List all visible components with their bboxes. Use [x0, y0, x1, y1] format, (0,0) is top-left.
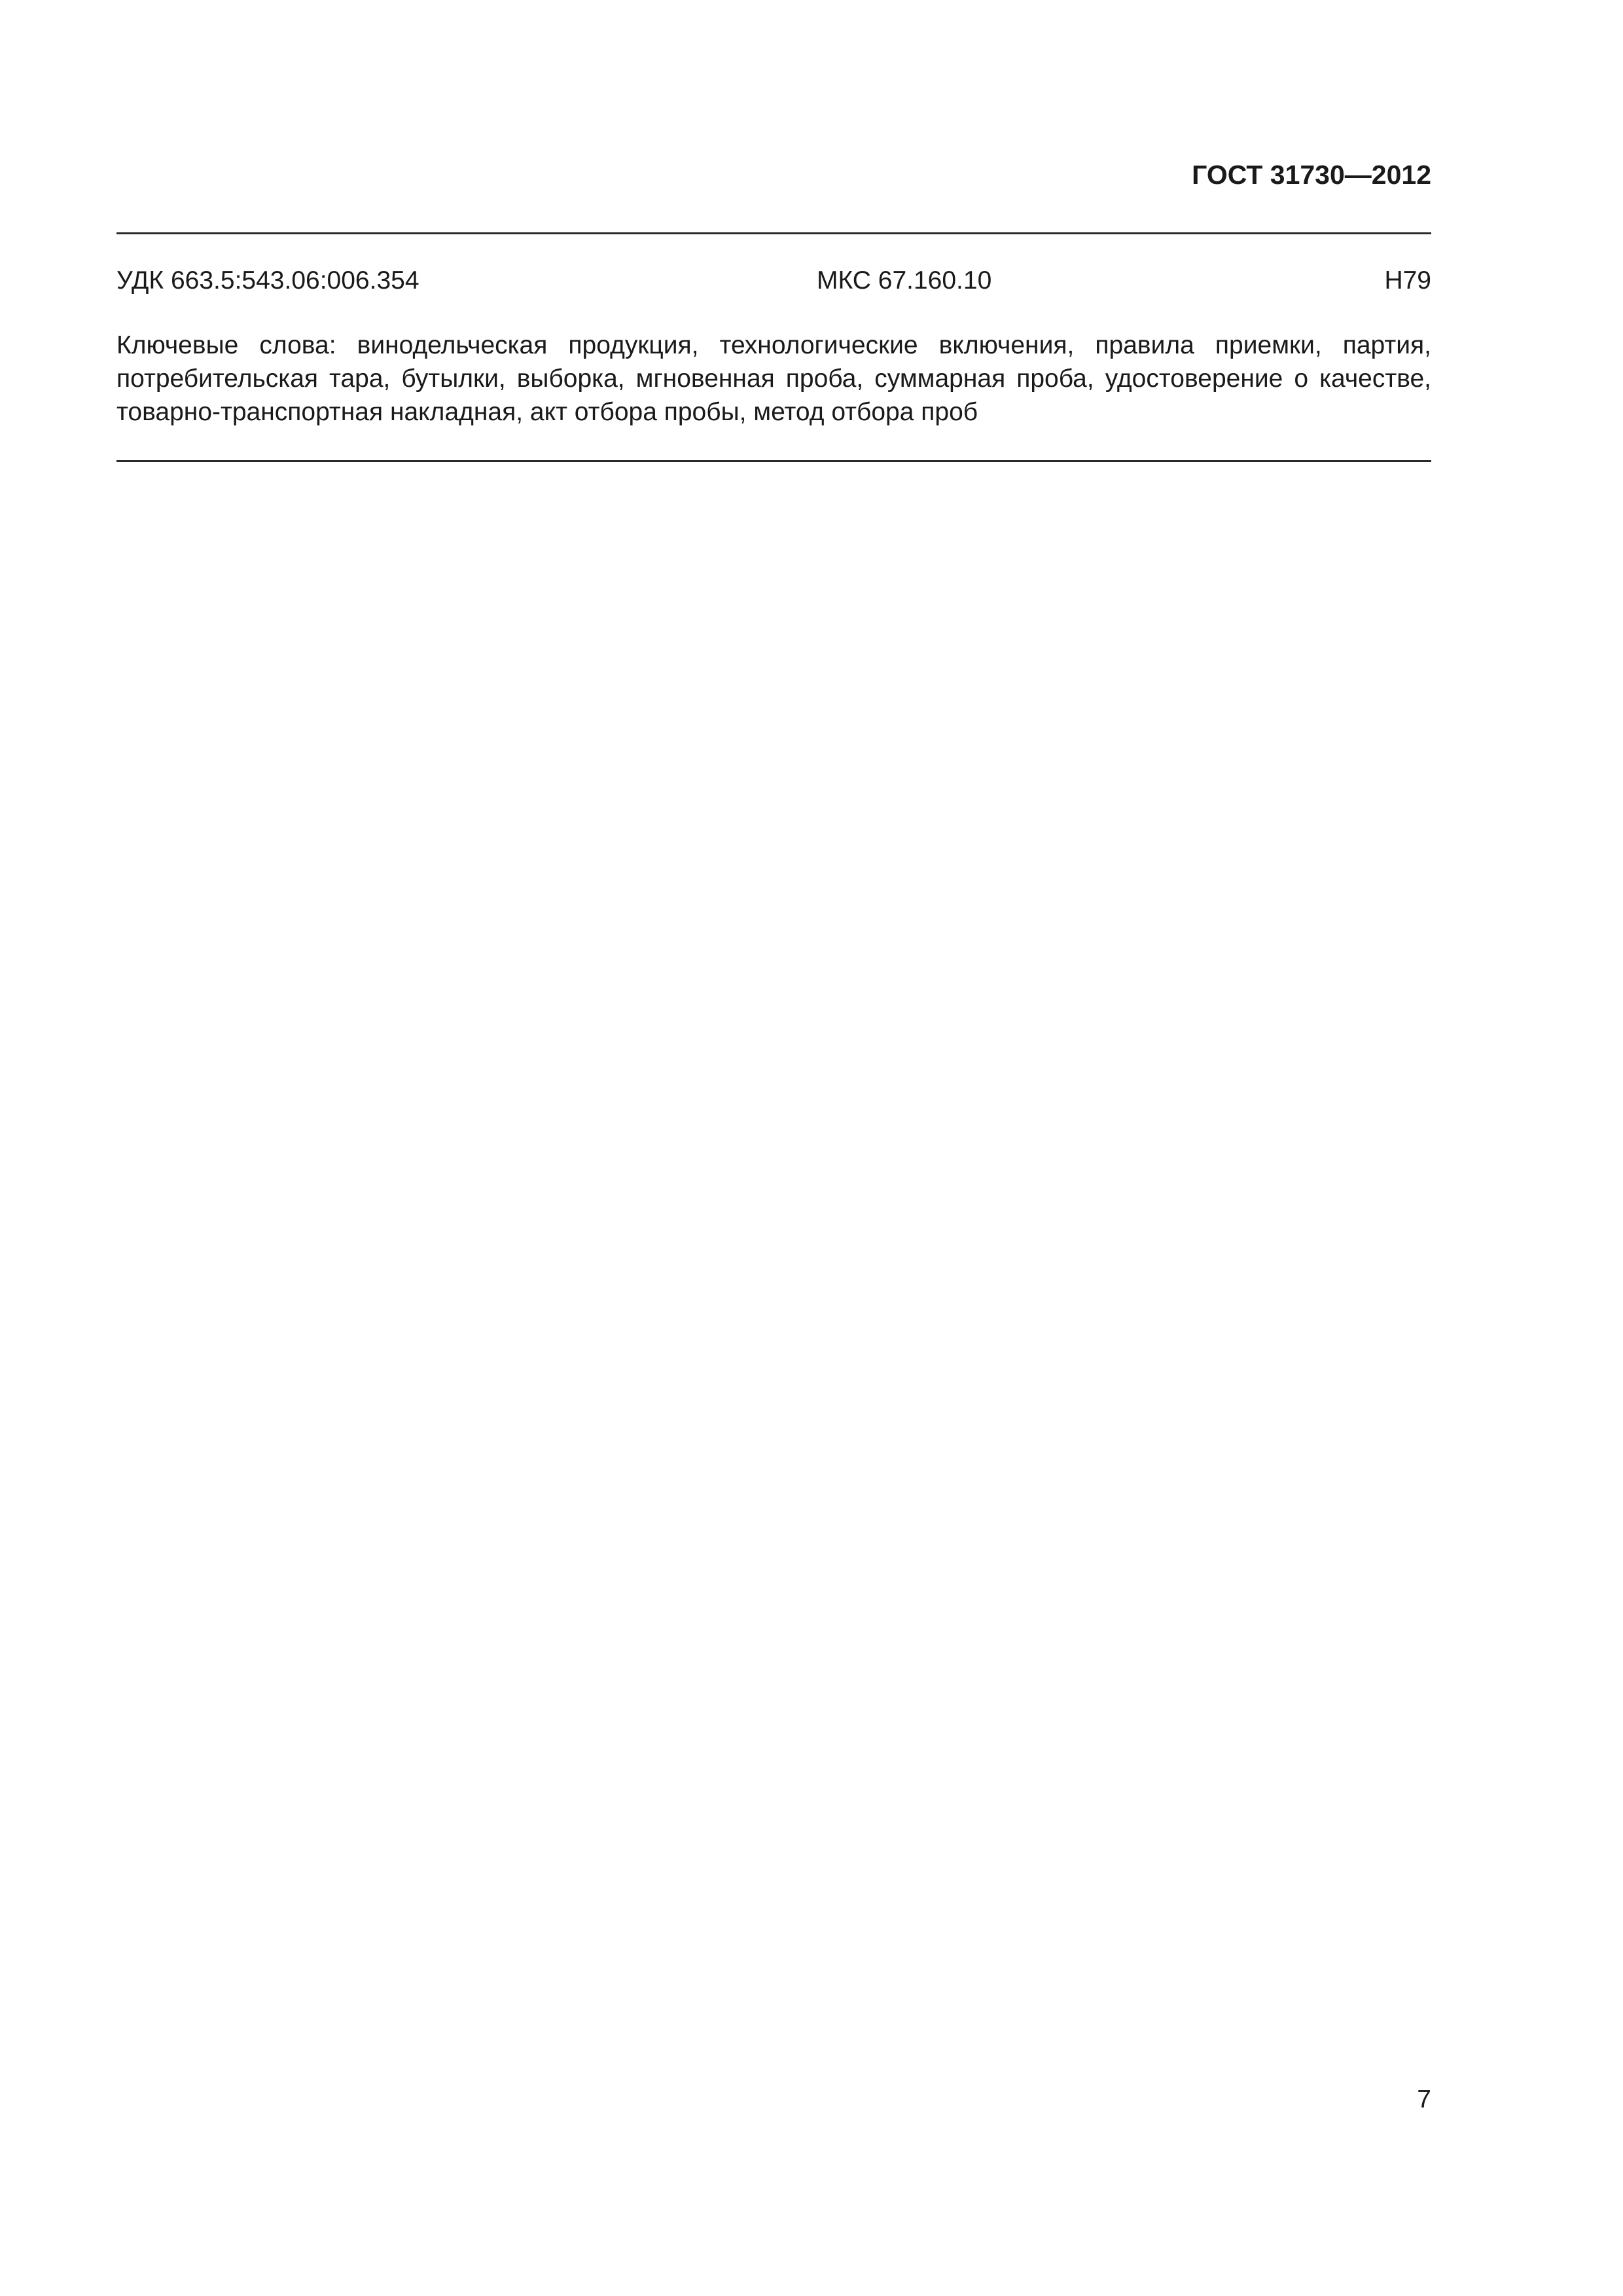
- top-divider: [116, 232, 1431, 234]
- document-code: ГОСТ 31730—2012: [1192, 160, 1431, 190]
- bottom-divider: [116, 460, 1431, 462]
- keywords-paragraph: Ключевые слова: винодельческая продукция, технологические включения, правила приемки, партия, потребительская тара, бутылки, выборка, мгновенная проба, суммарная проба, удостоверение о качестве, товарно-транспортная накладная, акт отбора пробы, метод отбора проб: [116, 331, 1431, 426]
- mks-code: МКС 67.160.10: [817, 266, 992, 295]
- classification-codes-row: [116, 264, 1431, 301]
- page-number: 7: [1417, 2085, 1431, 2113]
- udk-code: УДК 663.5:543.06:006.354: [116, 266, 419, 295]
- okp-code: Н79: [1384, 266, 1431, 295]
